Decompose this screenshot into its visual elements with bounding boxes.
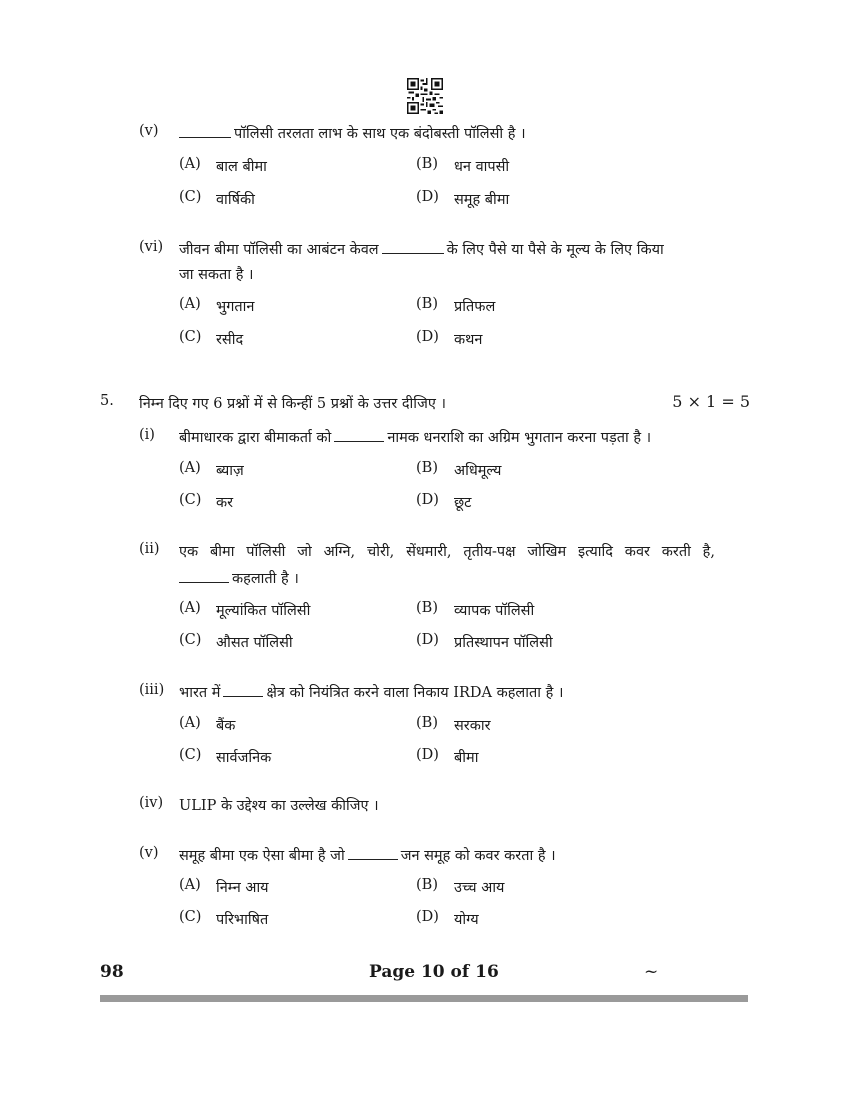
option-text: बीमा	[454, 750, 479, 766]
stem-text-after: के लिए पैसे या पैसे के मूल्य के लिए किया	[446, 242, 664, 258]
part-number: (iv)	[139, 795, 164, 811]
option-label: (C)	[179, 909, 202, 925]
option-label: (A)	[179, 877, 201, 893]
option-label: (C)	[179, 747, 202, 763]
prev-q5-text: पॉलिसी तरलता लाभ के साथ एक बंदोबस्ती पॉलिसी है ।	[234, 126, 526, 142]
option-label: (D)	[416, 747, 439, 763]
footer-rule	[100, 995, 748, 1002]
answer-blank	[223, 695, 263, 697]
stem-text-before: भारत में	[179, 685, 221, 701]
option-label: (A)	[179, 600, 201, 616]
stem-text-before: बीमाधारक द्वारा बीमाकर्ता को	[179, 430, 332, 446]
option-text: कथन	[454, 332, 483, 348]
part-stem: एक बीमा पॉलिसी जो अग्नि, चोरी, सेंधमारी, तृतीय-पक्ष जोखिम इत्यादि कवर करती है,	[179, 544, 715, 560]
part-number: (v)	[139, 845, 159, 861]
option-text: उच्च आय	[454, 880, 505, 896]
option-label: (D)	[416, 909, 439, 925]
stem-text-before: जीवन बीमा पॉलिसी का आबंटन केवल	[179, 242, 379, 258]
part-number: (iii)	[139, 682, 165, 698]
option-label: (B)	[416, 600, 438, 616]
marks-allocation: 5 × 1 = 5	[672, 392, 750, 411]
option-text: सरकार	[454, 718, 491, 734]
option-text: व्यापक पॉलिसी	[454, 603, 535, 619]
option-text: मूल्यांकित पॉलिसी	[216, 603, 311, 619]
option-text: छूट	[454, 495, 472, 511]
stem-text-after: जन समूह को कवर करता है ।	[400, 848, 556, 864]
option-text: सार्वजनिक	[216, 750, 272, 766]
question-number: 5.	[100, 393, 114, 409]
option-text: प्रतिस्थापन पॉलिसी	[454, 635, 553, 651]
stem-text-after: क्षेत्र को नियंत्रित करने वाला निकाय IRDA कहलाता है ।	[266, 685, 564, 701]
option-label: (A)	[179, 460, 201, 476]
stem-text-after: नामक धनराशि का अग्रिम भुगतान करना पड़ता है ।	[387, 430, 652, 446]
option-text: प्रतिफल	[454, 299, 496, 315]
option-label: (B)	[416, 296, 438, 312]
prev-q6-stem	[179, 239, 664, 259]
prev-q5-number: (v)	[139, 123, 159, 139]
paper-code: 98	[100, 962, 124, 982]
part-stem	[179, 427, 651, 447]
part-number: (i)	[139, 427, 155, 443]
stem-text-before: समूह बीमा एक ऐसा बीमा है जो	[179, 848, 345, 864]
option-text: बैंक	[216, 718, 236, 734]
option-text: कर	[216, 495, 234, 511]
option-label: (C)	[179, 189, 202, 205]
option-label: (C)	[179, 329, 202, 345]
option-text: बाल बीमा	[216, 159, 267, 175]
answer-blank	[382, 252, 444, 254]
option-label: (C)	[179, 632, 202, 648]
option-label: (D)	[416, 329, 439, 345]
option-text: निम्न आय	[216, 880, 269, 896]
option-label: (D)	[416, 189, 439, 205]
prev-q6-number: (vi)	[139, 239, 164, 255]
option-label: (A)	[179, 296, 201, 312]
option-text: परिभाषित	[216, 912, 269, 928]
question-instruction: निम्न दिए गए 6 प्रश्नों में से किन्हीं 5 प्रश्नों के उत्तर दीजिए ।	[139, 396, 446, 412]
option-text: रसीद	[216, 332, 244, 348]
option-text: समूह बीमा	[454, 192, 510, 208]
prev-q6-stem-line2: जा सकता है ।	[179, 267, 254, 283]
option-label: (D)	[416, 632, 439, 648]
answer-blank	[179, 581, 229, 583]
option-text: भुगतान	[216, 299, 255, 315]
part-stem: ULIP के उद्देश्य का उल्लेख कीजिए ।	[179, 798, 379, 814]
option-label: (B)	[416, 156, 438, 172]
part-stem	[179, 845, 556, 865]
option-label: (A)	[179, 156, 201, 172]
prev-q5-stem	[179, 123, 526, 143]
option-text: धन वापसी	[454, 159, 510, 175]
option-label: (B)	[416, 715, 438, 731]
answer-blank	[179, 136, 231, 138]
stem-text-after: कहलाती है ।	[232, 571, 299, 587]
option-label: (D)	[416, 492, 439, 508]
answer-blank	[334, 440, 384, 442]
option-label: (A)	[179, 715, 201, 731]
part-number: (ii)	[139, 541, 160, 557]
option-label: (C)	[179, 492, 202, 508]
part-stem	[179, 682, 563, 702]
qr-code	[407, 78, 443, 114]
option-text: ब्याज़	[216, 463, 244, 479]
option-text: वार्षिकी	[216, 192, 255, 208]
part-stem-line2	[179, 568, 299, 588]
option-text: योग्य	[454, 912, 479, 928]
option-label: (B)	[416, 460, 438, 476]
option-label: (B)	[416, 877, 438, 893]
option-text: अधिमूल्य	[454, 463, 502, 479]
page-number: Page 10 of 16	[369, 962, 499, 982]
answer-blank	[348, 858, 398, 860]
option-text: औसत पॉलिसी	[216, 635, 293, 651]
footer-mark: ~	[644, 962, 659, 982]
